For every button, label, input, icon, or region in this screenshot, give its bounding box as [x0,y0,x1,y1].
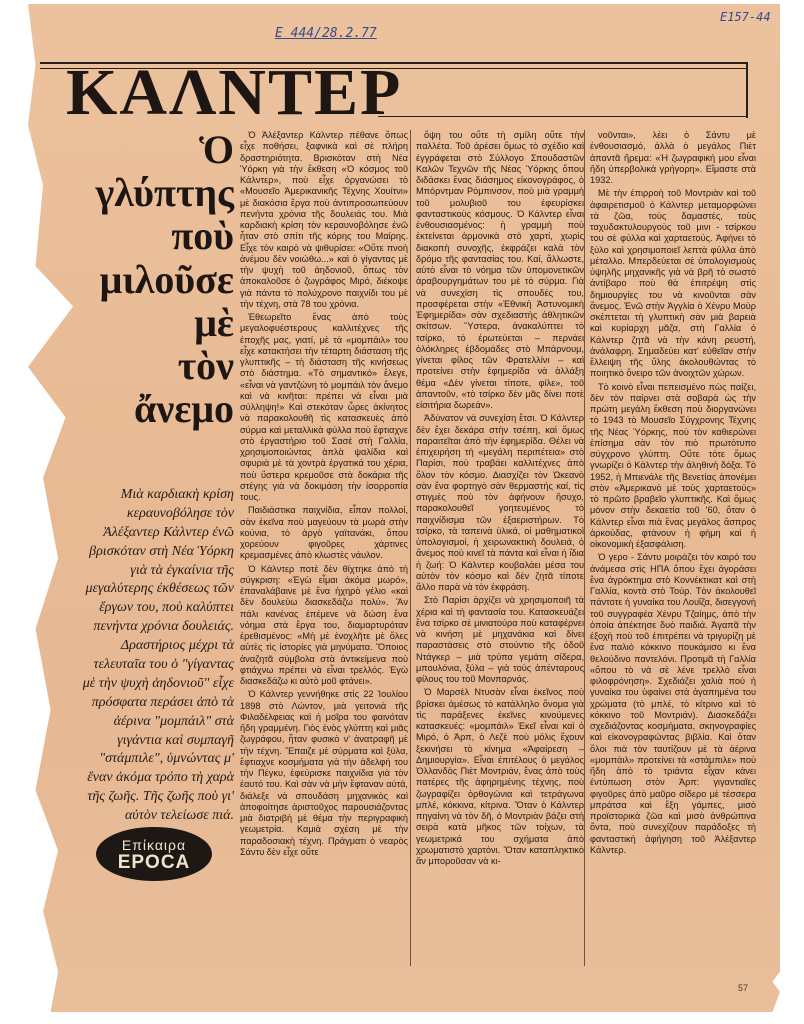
body-column-3 [590,130,756,966]
column-divider [584,130,585,966]
epoca-badge [96,827,212,881]
headline-line: ἄνεμο [134,386,234,432]
paragraph: ὄψη του οὔτε τὴ σμίλη οὔτε τὴν παλλέτα. Τοῦ ἀρέσει ὅμως τὸ σχέδιο καὶ ἐγγράφεται στὸ Σύλλογο Σπουδαστῶν Καλῶν Τεχνῶν τῆς Νέας Ὑόρκης ὅπου διδάσκει ἕνας διάσημος εἰκονογράφος, ὁ Μπόρντμαν Ρόμπινσον, ποὺ μιὰ γραμμὴ τοῦ μολυβιοῦ του ἐφευρίσκει φανταστικοὺς κόσμους. Ὁ Κάλντερ εἶναι ἐνθουσιασμένος: ἡ γραμμὴ ποὺ ἐκτείνεται ἁρμονικὰ στὸ χαρτί, χωρὶς διακοπὴ συνοχῆς, ἐκφράζει καλὰ τὸν δρόμο τῆς φαντασίας του. Καί, ἄλλωστε, αὐτὸ εἶναι τὸ νόημα τῶν ὑπομονετικῶν ἀραβουργημάτων του μὲ τὸ σύρμα. Γιὰ νὰ συνεχίση τὶς σπουδές του, προσφέρεται στὴν «Ἐθνικὴ Ἀστυνομικὴ Ἐφημερίδα» σὰν σχεδιαστὴς ἀθλητικῶν σκίτσων. Ὕστερα, ἀνακαλύπτει τὸ τσίρκο, τὸ ἐρωτεύεται – περνάει ὁλόκληρες ἑβδομάδες στὸ Μπάρνουμ, γίνεται φίλος τῶν Φρατελλίνι – καὶ προτείνει στὴν ἐφημερίδα νὰ ἀλλάξη θέμα «Δὲν γίνεται τίποτε, φίλε», τοῦ ἀπαντοῦν, «τὸ τσίρκο δὲν μᾶς δίνει ποτὲ εἰσιτήρια δωρεάν». [416,130,584,410]
body-column-2 [416,130,584,966]
article-lead: Μιὰ καρδιακὴ κρίση κεραυνοβόλησε τὸν Ἀλέξαντερ Κάλντερ ἐνῶ βρισκόταν στὴ Νέα Ὑόρκη γιὰ τὰ ἐγκαίνια τῆς μεγαλύτερης ἐκθέσεως τῶν ἔργων του, ποὺ καλύπτει πενήντα χρόνια δουλειάς. Δραστήριος μέχρι τὰ τελευταῖα του ὁ "γίγαντας μὲ τὴν ψυχὴ ἀηδονιοῦ" εἶχε πρόσφατα περάσει ἀπὸ τὰ ἀέρινα "μομπάιλ" στὰ γιγάντια καὶ συμπαγῆ "στάμπιλε", ὑμνώντας μ' ἕναν ἀκόμα τρόπο τὴ χαρὰ τῆς ζωῆς. Τῆς ζωῆς ποὺ γι' αὐτὸν τελείωσε πιά. [82,487,234,824]
paragraph: Ὁ Κάλντερ ποτὲ δὲν θίχτηκε ἀπὸ τὴ σύγκριση: «Ἐγὼ εἶμαι ἀκόμα μωρό», ἐπαναλάβαινε μὲ ἕνα ἠχηρὸ γέλιο «καὶ δὲν δουλεύω διασκεδάζω πολύ». Ἂν πάλι κανένας ἐπέμενε νὰ δώση ἕνα νόημα στὰ ἔργα του, διαμαρτυρόταν ἐρεθισμένος: «Μὴ μὲ ἐνοχλῆτε μὲ ὅλες αὐτὲς τὶς ἱστορίες γιὰ μηνύματα. Ὅποιος ἀναζητᾶ σύμβολα στὰ ἀντικείμενα ποὺ φτιάχνω πρέπει νὰ εἶναι τρελλός. Ἐγὼ διασκεδάζω κι αὐτὸ μοῦ φτάνει». [240,563,408,686]
badge-label: Επίκαιρα [121,837,187,853]
paragraph: Ὁ Μαρσὲλ Ντυσὰν εἶναι ἐκεῖνος ποὺ βρίσκει ἀμέσως τὸ κατάλληλο ὄνομα γιὰ τὶς παράξενες ἐκεῖνες κινούμενες κατασκευές: «μομπάιλ» Ἐκεῖ εἶναι καὶ ὁ Μιρό, ὁ Ἀρπ, ὁ Λεζὲ ποὺ μόλις ἔχουν ξεκινήσει τὸ κίνημα «Ἀφαίρεση – Δημιουργία». Εἶναι ἐπιτέλους ὁ μεγάλος Ὁλλανδὸς Πιὲτ Μοντριάν, ἕνας ἀπὸ τοὺς πατέρες τῆς ἀφηρημένης τέχνης, ποὺ ζωγραφίζει ὀρθογώνια καὶ τετράγωνα μπλέ, κόκκινα, κίτρινα. Ὅταν ὁ Κάλντερ πηγαίνη νὰ τὸν δῆ, ὁ Μοντριὰν βάζει στὴ σειρὰ κατὰ μῆκος τῶν τοίχων, τὰ γεωμετρικά του σχήματα ἀπὸ χρωματιστὸ χαρτόνι. Ὅταν καταπληκτικὸ ἂν μποροῦσαν νὰ κι- [416,687,584,866]
headline-line: ποὺ [171,213,234,259]
paragraph: Μὲ τὴν ἐπιρροὴ τοῦ Μοντριὰν καὶ τοῦ ἀφαιρετισμοῦ ὁ Κάλντερ μεταμορφώνει τὰ ζῶα, τοὺς δαμαστές, τοὺς ταχυδακτυλουργοὺς τοῦ μινι - τσίρκου του σὲ φύλλα καὶ χαρταετούς. Ἀφήνει τὸ ξύλο καὶ χρησιμοποιεῖ λεπτὰ φύλλα ἀπὸ μέταλλο. Μπερδεύεται σὲ ὑπολογισμοὺς ὑψηλῆς μηχανικῆς γιὰ νὰ βρῆ τὸ σωστὸ ἀντίβαρο ποὺ θὰ ἐπιτρέψη στὶς δημιουργίες του νὰ κινοῦνται σὰν ἄνεμος. Ἐνῶ στὴν Ἀγγλία ὁ Χένρυ Μοὺρ σκέπτεται τὴ γλυπτικὴ σὰν μιὰ βαρειὰ καὶ κυρίαρχη μᾶζα, στὴ Γαλλία ὁ Κάλντερ ζητᾶ νὰ τὴν κάνη ρευστή, ἀνάλαφρη. Σημαδεύει κατ' εὐθεῖαν στὴν ἔλλειψη τῆς ὕλης ἀκολουθώντας τὸ ποιητικὸ ὄνειρο τῶν ἀνοιχτῶν χώρων. [590,188,756,379]
handwritten-reference: Ε 444/28.2.77 [275,26,377,41]
page-number: 57 [738,983,749,993]
headline-line: μὲ [194,299,234,345]
column-divider [410,130,411,966]
article-title: ΚΑΛΝΤΕΡ [66,56,403,129]
body-column-1 [240,130,408,966]
headline-line: γλύπτης [95,170,234,216]
badge-brand: EPOCA [117,852,191,873]
paragraph: Ὁ γερο - Σάντυ μοιράζει τὸν καιρό του ἀνάμεσα στὶς ΗΠΑ ὅπου ἔχει ἀγοράσει ἕνα ἀγρόκτημα στὸ Κοννέκτικατ καὶ στὴ Γαλλία, κοντὰ στὸ Τούρ. Τὸν ἀκολουθεῖ πάντοτε ἡ γυναίκα του Λουΐζα, δισεγγονὴ τοῦ συγγραφέα Χένρυ Τζαίημς, ἀπὸ τὴν ὁποία ἀπέκτησε δυὸ παιδιά. Ἀγαπᾶ τὴν ἐξοχὴ ποὺ τοῦ ἐπιτρέπει νὰ τριγυρίζη μὲ ἕνα παλιὸ κόκκινο πουκάμισο κι ἕνα θελούδινο παντελόνι. Προτιμᾶ τὴ Γαλλία «ὅπου τὸ νὰ σὲ λένε τρελλὸ εἶναι φιλοφρόνηση». Σχεδιάζει χαλιὰ ποὺ ἡ γυναίκα του ὑφαίνει στὰ ἀγαπημένα του χρώματα (τὸ μπλέ, τὸ κίτρινο καὶ τὸ κόκκινο τοῦ Μοντριάν). Διασκεδάζει σχεδιάζοντας κοσμήματα, σκηνογραφίες καὶ εἰκονογραφώντας βιβλία. Καὶ ὅταν ὅλοι πιὰ τὸν ταυτίζουν μὲ τὰ ἀέρινα «μομπάιλ» προτείνει τὰ «στάμπιλε» ποὺ ἤδη ἀπὸ τὸ τριάντα εἶχαν κάνει ἐντύπωση στὸν Ἀρπ: γιγαντιαῖες φιγοῦρες ἀπὸ μαῦρο σίδερο μὲ τέσσερα μπράτσα καὶ ἕξη γάμπες, μισὸ προϊστορικὰ ζῶα καὶ μισὸ ἀνθρώπινα ὄντα, ποὺ συνεχίζουν παράδοξες τὴ φανταστικὴ ἀφήγηση τοῦ Ἀλέξαντερ Κάλντερ. [590,552,756,855]
title-rule-vertical [746,62,748,118]
paragraph: Ἀδύνατον νὰ συνεχίση ἔτσι. Ὁ Κάλντερ δὲν ἔχει δεκάρα στὴν τσέπη, καὶ ὅμως παραιτεῖται ἀπὸ τὴν ἐφημερίδα. Θέλει νὰ ἐπιχειρήση τὴ «μεγάλη περιπέτεια» στὸ Παρίσι, ποὺ τραβάει καλλιτέχνες ἀπὸ ὅλον τὸν κόσμο. Διασχίζει τὸν Ὠκεανὸ σὰν ἕνα φορτηγὸ σὰν θερμαστής καί, τὶς στιγμὲς ποὺ τὸν ἀφήνουν ἥσυχο, παρακολουθεῖ γοητευμένος τὸ παιχνίδισμα τῶν ἐξαεριστήρων. Τὸ τσίρκο, τὰ ταπεινὰ ὑλικά, οἱ μαθηματικοὶ ὑπολογισμοί, ἡ χειρωνακτικὴ δουλειά, ὁ ἄνεμος ποὺ κινεῖ τὰ πάντα καὶ εἶναι ἡ ἴδια ἡ ζωή: Ὁ Κάλντερ κουβαλάει μέσα του αὐτὸν τὸν κόσμο καὶ δὲν ζητᾶ τίποτε ἄλλο παρὰ νὰ τὸν ἐκφράση. [416,413,584,592]
corner-reference: Ε157-44 [720,10,771,24]
headline-line: τὸν [177,342,234,388]
paragraph: Ὁ Κάλντερ γεννήθηκε στὶς 22 Ἰουλίου 1898 στὸ Λώντον, μιὰ γειτονιὰ τῆς Φιλαδέλφειας καὶ ἡ μοῖρα του φαινόταν ἤδη γραμμένη. Γιὸς ἑνὸς γλύπτη καὶ μιᾶς ζωγράφου, ἦταν φυσικὸ ν' ἀνατραφῆ μὲ τὴν τέχνη. Ἔπαιζε μὲ σύρματα καὶ ξύλα, ἔφτιαχνε κοσμήματα γιὰ τὴν ἀδελφή του τὴν Πέγκυ, ἐφεύρισκε παιχνίδια γιὰ τὸν ἑαυτό του. Καὶ σὰν νὰ μὴν ἔφταναν αὐτά, διάλεξε νὰ σπουδάση μηχανικὸς καὶ ἀποφοίτησε ἀριστοῦχος παρουσιάζοντας μιὰ διατριβὴ μὲ θέμα τὴν περιγραφικὴ γεωμετρία. Καμιὰ σχέση μὲ τὴν παραδοσιακὴ τέχνη. Πράγματι ὁ νεαρὸς Σάντυ δὲν εἶχε οὔτε [240,689,408,857]
article-headline [66,128,234,430]
paragraph: Ὁ Ἀλέξαντερ Κάλντερ πέθανε ὅπως εἶχε ποθήσει, ξαφνικὰ καὶ σὲ πλήρη δραστηριότητα. Βρισκόταν στὴ Νέα Ὑόρκη γιὰ τὴν ἔκθεση «Ὁ κόσμος τοῦ Κάλντερ», ποὺ εἶχε ὀργανώσει τὸ «Μουσεῖο Ἀμερικανικῆς Τέχνης Χουίτνι» μὲ διακόσια ἔργα ποὺ ἀντιπροσωπεύουν πενήντα χρόνια τῆς δουλειάς του. Μιὰ καρδιακὴ κρίση τὸν κεραυνοβόλησε ἐνῶ ἦταν στὸ σπίτι τῆς κόρης του Μαίρης. Εἶχε τὸν καιρὸ νὰ ψιθυρίσει: «Οὔτε πνοὴ ἀνέμου δὲν νοιώθω...» καὶ ὁ γίγαντας μὲ τὴν ψυχὴ τοῦ ἀηδονιοῦ, ὅπως τὸν ἀποκαλοῦσε ὁ ζωγράφος Μιρό, διέκοψε γιὰ πάντα τὸ πολύχρονο παιχνίδι του μὲ τὴν τέχνη, στὰ 78 του χρόνια. [240,130,408,309]
paragraph: Ἐθεωρεῖτο ἕνας ἀπὸ τοὺς μεγαλοφυέστερους καλλιτέχνες τῆς ἐποχῆς μας, γιατί, μὲ τὰ «μομπάιλ» του εἶχε κατακτήσει τὴν τέταρτη διάσταση τῆς γλυπτικῆς – τὴ διάσταση τῆς κινήσεως στὸ διάστημα. «Τὸ σημαντικό» ἔλεγε, «εἶναι νὰ γαντζώνη τὸ μομπάιλ τὸν ἄνεμο καὶ νὰ κινῆται: πρέπει νὰ εἶναι μιὰ σύλληψη!» Καὶ στεκόταν ὧρες ἀκίνητος νὰ παρακολουθῆ τὶς κατασκευὲς ἀπὸ σύρμα καὶ μεταλλικὰ φύλλα ποὺ ἔφτιαχνε στὸ ἐργαστήριο τοῦ Σασὲ στὴ Γαλλία, χρησιμοποιώντας ἁπλὰ ψαλίδια καὶ σφυριὰ μὲ τὰ χοντρὰ ἐργατικά του χέρια, ποὺ ὕστερα κρεμοῦσε στὰ δοκάρια τῆς στέγης γιὰ νὰ δοκιμάση τὴν ἰσορροπία τους. [240,312,408,502]
headline-line: μιλοῦσε [99,256,234,302]
headline-line: Ὁ [198,127,234,172]
paragraph: Τὸ κοινὸ εἶναι πεπεισμένο πὼς παίζει, δὲν τὸν παίρνει στὰ σοβαρὰ ὡς τὴν πρώτη μεγάλη ἔκθεση ποὺ διοργανώνει τὸ 1943 τὸ Μουσεῖο Σύγχρονης Τέχνης τῆς Νέας Ὑόρκης, ποὺ τὸν καθιερώνει ἐπίσημα σὰν τὸν πιὸ πρωτότυπο σύγχρονο γλύπτη. Οὔτε τότε ὅμως γνωρίζει ὁ Κάλντερ τὴν ἀληθινὴ δόξα. Τὸ 1952, ἡ Μπιενάλε τῆς Βενετίας ἀπονέμει στὸν «Ἀμερικανὸ μὲ τοὺς χαρταετούς» τὸ πρῶτο βραβεῖο γλυπτικῆς. Καὶ ὅμως μόνον στὴν δεκαετία τοῦ '60, ὅταν ὁ Κάλντερ εἶναι πιὰ ἕνας μεγάλος ἄσπρος ἀρκούδας, φτάνουν ἡ φήμη καὶ ἡ οἰκονομικὴ ἐξασφάλιση. [590,381,756,549]
paragraph: νοῦνται», λέει ὁ Σάντυ μὲ ἐνθουσιασμό, ἀλλὰ ὁ μεγάλος Πιὲτ ἀπαντᾶ ἤρεμα: «Ἡ ζωγραφική μου εἶναι ἤδη ὑπερβολικὰ γρήγορη». Εἴμαστε στὰ 1932. [590,130,756,185]
paragraph: Παιδιάστικα παιχνίδια, εἶπαν πολλοί, σὰν ἐκεῖνα ποὺ μαγεύουν τὰ μωρὰ στὴν κούνια, τὸ ἀργὸ γαϊτανάκι, ὅπου χορεύουν φιγοῦρες χάρτινες κρεμασμένες ἀπὸ κλωστὲς νάυλον. [240,505,408,561]
paragraph: Στὸ Παρίσι ἀρχίζει νὰ χρησιμοποιῆ τὰ χέρια καὶ τὴ φαντασία του. Κατασκευάζει ἕνα τσίρκο σὲ μινιατούρα ποὺ καταφέρνει νὰ κινήση μὲ μηχανάκια καὶ δίνει παραστάσεις στὸ στούντιο τῆς ὁδοῦ Ντάγκερ – μιὰ τρύπα γεμάτη σίδερα, μπουλόνια, ξύλα – γιὰ τοὺς ἀπένταρους φίλους του τοῦ Μονπαρνάς. [416,595,584,684]
column-header-rule [378,116,748,117]
